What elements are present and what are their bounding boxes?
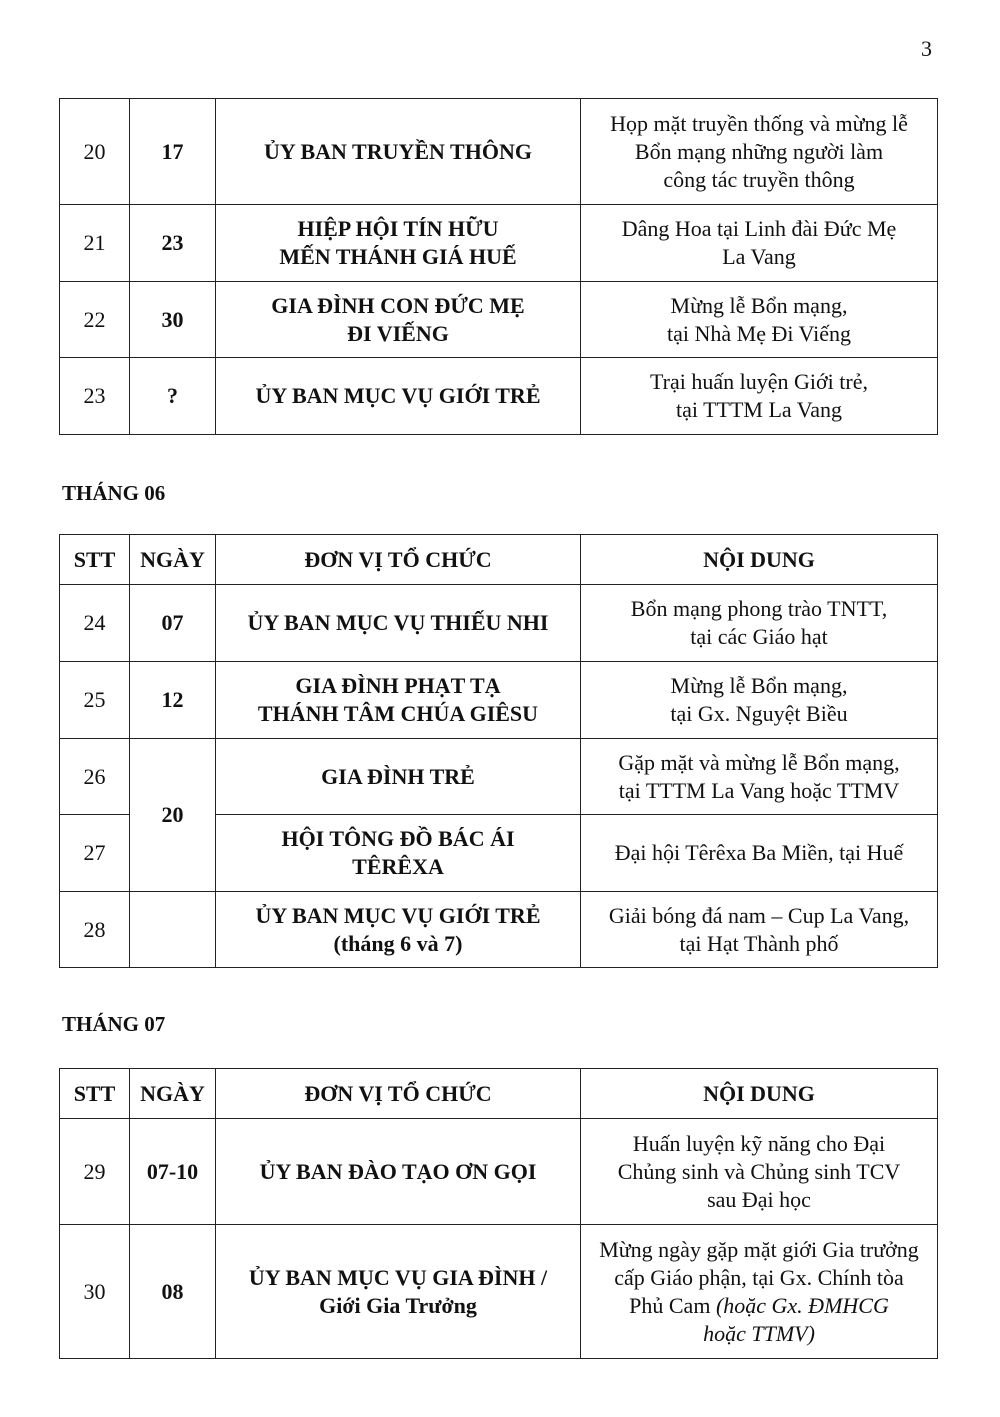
content-line: Gặp mặt và mừng lễ Bổn mạng, <box>618 749 900 775</box>
content-line: Bổn mạng những người làm <box>634 138 884 164</box>
org-cell <box>216 739 581 815</box>
org-line: MẾN THÁNH GIÁ HUẾ <box>279 244 517 269</box>
content-cell <box>581 815 938 892</box>
stt-cell: 27 <box>60 815 130 892</box>
content-line: Đại hội Têrêxa Ba Miền, tại Huế <box>614 840 904 865</box>
content-cell <box>581 99 938 205</box>
content-line: Mừng lễ Bổn mạng, <box>670 292 848 318</box>
org-line: ĐI VIẾNG <box>347 320 449 346</box>
stt-cell: 28 <box>60 892 130 968</box>
schedule-table-may <box>59 98 938 435</box>
stt-cell: 23 <box>60 358 130 435</box>
org-cell <box>216 99 581 205</box>
content-line: Trại huấn luyện Giới trẻ, <box>650 369 868 394</box>
org-line: Giới Gia Trưởng <box>319 1292 477 1318</box>
stt-cell: 29 <box>60 1119 130 1225</box>
day-cell: 20 <box>130 739 216 892</box>
org-line: GIA ĐÌNH PHẠT TẠ <box>295 673 501 698</box>
content-cell <box>581 205 938 282</box>
org-line: THÁNH TÂM CHÚA GIÊSU <box>257 701 539 726</box>
day-cell: 23 <box>130 205 216 282</box>
org-cell <box>216 585 581 662</box>
content-line: Giải bóng đá nam – Cup La Vang, <box>608 902 910 928</box>
org-cell <box>216 1225 581 1359</box>
content-cell <box>581 282 938 358</box>
content-cell <box>581 358 938 435</box>
content-line: công tác truyền thông <box>663 166 855 192</box>
org-cell <box>216 892 581 968</box>
org-line: GIA ĐÌNH CON ĐỨC MẸ <box>271 292 525 318</box>
content-line-italic: hoặc TTMV) <box>703 1320 815 1346</box>
content-line: tại Gx. Nguyệt Biều <box>670 701 848 726</box>
content-line: La Vang <box>722 244 796 269</box>
content-line: Mừng ngày gặp mặt giới Gia trưởng <box>599 1236 919 1262</box>
org-line: HIỆP HỘI TÍN HỮU <box>297 216 499 241</box>
org-line: ỦY BAN MỤC VỤ GIỚI TRẺ <box>255 902 541 928</box>
content-line: Dâng Hoa tại Linh đài Đức Mẹ <box>621 216 897 241</box>
header-stt: STT <box>60 535 130 585</box>
content-line: tại TTTM La Vang <box>676 397 842 422</box>
table-row <box>60 739 938 815</box>
table-row <box>60 99 938 205</box>
org-cell <box>216 1119 581 1225</box>
content-line: sau Đại học <box>707 1186 811 1212</box>
header-day: NGÀY <box>130 535 216 585</box>
content-line: Chủng sinh và Chủng sinh TCV <box>617 1158 901 1184</box>
table-row <box>60 1119 938 1225</box>
org-line: (tháng 6 và 7) <box>333 930 463 956</box>
stt-cell: 22 <box>60 282 130 358</box>
content-line: Huấn luyện kỹ năng cho Đại <box>632 1130 886 1156</box>
header-content: NỘI DUNG <box>581 1069 938 1119</box>
org-line: ỦY BAN ĐÀO TẠO ƠN GỌI <box>259 1158 537 1184</box>
org-cell <box>216 282 581 358</box>
day-cell: 07-10 <box>130 1119 216 1225</box>
day-cell <box>130 892 216 968</box>
content-line: cấp Giáo phận, tại Gx. Chính tòa <box>614 1264 904 1290</box>
content-cell <box>581 1225 938 1359</box>
content-line: Bổn mạng phong trào TNTT, <box>630 596 888 621</box>
org-line: ỦY BAN MỤC VỤ GIỚI TRẺ <box>255 383 541 408</box>
org-cell <box>216 815 581 892</box>
table-row <box>60 892 938 968</box>
org-line: ỦY BAN TRUYỀN THÔNG <box>264 138 532 164</box>
schedule-table-june <box>59 534 938 968</box>
table-row <box>60 585 938 662</box>
content-line: tại Hạt Thành phố <box>679 930 839 956</box>
stt-cell: 25 <box>60 662 130 739</box>
header-stt: STT <box>60 1069 130 1119</box>
stt-cell: 21 <box>60 205 130 282</box>
org-line: GIA ĐÌNH TRẺ <box>321 763 475 789</box>
content-cell <box>581 739 938 815</box>
content-line: Mừng lễ Bổn mạng, <box>670 673 848 698</box>
table-row <box>60 205 938 282</box>
content-line: tại các Giáo hạt <box>690 624 828 649</box>
day-cell: 08 <box>130 1225 216 1359</box>
org-line: ỦY BAN MỤC VỤ THIẾU NHI <box>247 610 549 635</box>
day-cell: 07 <box>130 585 216 662</box>
day-cell: ? <box>130 358 216 435</box>
section-title-june: THÁNG 06 <box>62 481 166 505</box>
stt-cell: 26 <box>60 739 130 815</box>
stt-cell: 20 <box>60 99 130 205</box>
org-cell <box>216 358 581 435</box>
content-line-italic: (hoặc Gx. ĐMHCG <box>715 1292 889 1318</box>
section-title-july: THÁNG 07 <box>62 1012 166 1036</box>
content-line: Phủ Cam <box>629 1292 711 1318</box>
table-row <box>60 662 938 739</box>
content-cell <box>581 585 938 662</box>
day-cell: 12 <box>130 662 216 739</box>
content-cell <box>581 662 938 739</box>
content-cell <box>581 892 938 968</box>
schedule-table-july <box>59 1068 938 1359</box>
page-number: 3 <box>921 36 932 61</box>
day-cell: 30 <box>130 282 216 358</box>
org-cell <box>216 205 581 282</box>
table-header-row <box>60 1069 938 1119</box>
table-header-row <box>60 535 938 585</box>
content-line: tại Nhà Mẹ Đi Viếng <box>666 320 851 346</box>
table-row <box>60 282 938 358</box>
header-content: NỘI DUNG <box>581 535 938 585</box>
header-org: ĐƠN VỊ TỔ CHỨC <box>216 535 581 585</box>
header-org: ĐƠN VỊ TỔ CHỨC <box>216 1069 581 1119</box>
table-row <box>60 1225 938 1359</box>
org-line: HỘI TÔNG ĐỒ BÁC ÁI <box>281 826 515 851</box>
content-line: tại TTTM La Vang hoặc TTMV <box>618 777 900 803</box>
table-row <box>60 358 938 435</box>
header-day: NGÀY <box>130 1069 216 1119</box>
day-cell: 17 <box>130 99 216 205</box>
org-line: ỦY BAN MỤC VỤ GIA ĐÌNH / <box>248 1264 548 1290</box>
org-line: TÊRÊXA <box>352 854 444 879</box>
content-line: Họp mặt truyền thống và mừng lễ <box>610 110 908 136</box>
content-cell <box>581 1119 938 1225</box>
stt-cell: 30 <box>60 1225 130 1359</box>
stt-cell: 24 <box>60 585 130 662</box>
org-cell <box>216 662 581 739</box>
